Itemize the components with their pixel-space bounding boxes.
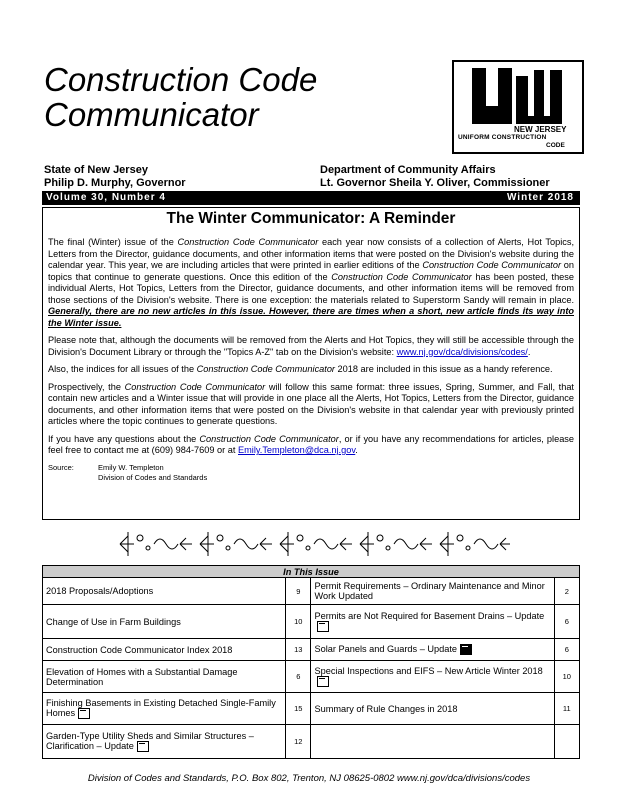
publication-title <box>44 62 317 132</box>
logo-code: CODE <box>546 142 565 149</box>
toc-entry[interactable]: Permit Requirements – Ordinary Maintenance and Minor Work Updated <box>311 578 554 605</box>
article-paragraph-2: Please note that, although the documents will be removed from the Alerts and Hot Topics, they will still be accessible through the Division's Document Library or through the "Topics A-Z" tab on the Division's website: www.nj.gov/dca/divisions/codes/. <box>48 335 574 357</box>
toc-page-number: 2 <box>554 578 579 605</box>
publication-title-line1: Construction Code <box>44 61 318 98</box>
toc-entry-empty <box>311 725 554 759</box>
toc-page-number: 6 <box>554 639 579 661</box>
table-row <box>43 578 580 605</box>
article-paragraph-4: Prospectively, the Construction Code Communicator will follow this same format: three issues, Spring, Summer, and Fall, that contain new articles and a Winter issue that will provide in one place all the Alerts, Hot Topics, Letters from the Director, guidance documents, and other information items that were posted on the Division's website in that calendar year with previously printed articles where the topic continues to generate questions. <box>48 381 574 426</box>
volume-number: Volume 30, Number 4 <box>46 192 166 203</box>
table-row <box>43 693 580 725</box>
issue-season: Winter 2018 <box>506 192 574 203</box>
toc-page-number: 6 <box>554 605 579 639</box>
commissioner-name: Lt. Governor Sheila Y. Oliver, Commissioner <box>320 177 550 189</box>
state-info <box>44 164 186 190</box>
toc-entry[interactable]: Solar Panels and Guards – Update <box>311 639 554 661</box>
table-row <box>43 639 580 661</box>
toc-entry[interactable]: Finishing Basements in Existing Detached Single-Family Homes <box>43 693 286 725</box>
article-title: The Winter Communicator: A Reminder <box>166 210 456 227</box>
toc-page-number: 13 <box>286 639 311 661</box>
ucc-logo-mark-icon <box>470 66 564 124</box>
toc-page-number: 12 <box>286 725 311 759</box>
source-organization: Division of Codes and Standards <box>98 472 208 482</box>
in-this-issue-table <box>42 565 580 759</box>
toc-entry[interactable]: Summary of Rule Changes in 2018 <box>311 693 554 725</box>
toc-page-number: 10 <box>554 661 579 693</box>
updated-article-icon <box>460 644 472 655</box>
department-info <box>320 164 550 190</box>
codes-website-link[interactable]: www.nj.gov/dca/divisions/codes/ <box>396 346 528 357</box>
page-footer: Division of Codes and Standards, P.O. Box 802, Trenton, NJ 08625-0802 www.nj.gov/dca/divisions/codes <box>87 773 531 784</box>
table-row <box>43 725 580 759</box>
new-article-icon <box>317 676 329 687</box>
toc-entry[interactable]: Change of Use in Farm Buildings <box>43 605 286 639</box>
department-name: Department of Community Affairs <box>320 164 496 176</box>
toc-page-number: 15 <box>286 693 311 725</box>
table-row <box>43 605 580 639</box>
toc-entry[interactable]: Garden-Type Utility Sheds and Similar Structures – Clarification – Update <box>43 725 286 759</box>
toc-page-number: 11 <box>554 693 579 725</box>
toc-page-number <box>554 725 579 759</box>
highlight-note: Generally, there are no new articles in this issue. However, there are times when a short, new article finds its way into the Winter issue. <box>48 306 574 328</box>
toc-entry[interactable]: Construction Code Communicator Index 2018 <box>43 639 286 661</box>
ucc-logo <box>452 60 584 154</box>
toc-entry[interactable]: Elevation of Homes with a Substantial Damage Determination <box>43 661 286 693</box>
source-name: Emily W. Templeton <box>98 462 164 472</box>
governor-name: Philip D. Murphy, Governor <box>44 177 186 189</box>
table-row <box>43 661 580 693</box>
article-paragraph-1: The final (Winter) issue of the Construction Code Communicator each year now consists of a collection of Alerts, Hot Topics, Letters from the Director, guidance documents, and other information items that were posted on the Division's website during the calendar year. This year, we are including articles that were printed in earlier editions of the Construction Code Communicator on topics that continue to generate questions. Once this edition of the Construction Code Communicator has been posted, these individual Alerts, Hot Topics, Letters from the Director, guidance documents, and other information items will be removed from those sections of the Division's website. There is one exception: the materials related to Superstorm Sandy will remain in place. Generally, there are no new articles in this issue. However, there are times when a short, new article finds its way into the Winter issue. <box>48 237 575 328</box>
article-paragraph-3: Also, the indices for all issues of the Construction Code Communicator 2018 are included in this issue as a handy reference. <box>48 364 553 374</box>
logo-uniform-construction: UNIFORM CONSTRUCTION <box>458 134 547 141</box>
lead-article <box>42 207 580 520</box>
updated-article-icon <box>137 741 149 752</box>
toc-entry[interactable]: Special Inspections and EIFS – New Article Winter 2018 <box>311 661 554 693</box>
toc-page-number: 6 <box>286 661 311 693</box>
publication-title-line2: Communicator <box>44 96 259 133</box>
article-source: Source: Emily W. Templeton Division of Codes and Standards <box>48 462 208 482</box>
article-paragraph-5: If you have any questions about the Construction Code Communicator, or if you have any recommendations for articles, please feel free to contact me at (609) 984-7609 or at Emily.Templeton@dca.nj.gov. <box>48 433 575 455</box>
toc-entry[interactable]: 2018 Proposals/Adoptions <box>43 578 286 605</box>
toc-entry[interactable]: Permits are Not Required for Basement Drains – Update <box>311 605 554 639</box>
toc-page-number: 10 <box>286 605 311 639</box>
article-body <box>48 237 574 483</box>
email-link[interactable]: Emily.Templeton@dca.nj.gov <box>238 445 356 455</box>
volume-bar <box>42 191 580 205</box>
updated-article-icon <box>317 621 329 632</box>
state-name: State of New Jersey <box>44 164 148 176</box>
updated-article-icon <box>78 708 90 719</box>
logo-new-jersey: NEW JERSEY <box>514 125 567 134</box>
snowflake-ornaments-icon <box>110 524 510 564</box>
toc-heading: In This Issue <box>43 566 580 578</box>
toc-page-number: 9 <box>286 578 311 605</box>
